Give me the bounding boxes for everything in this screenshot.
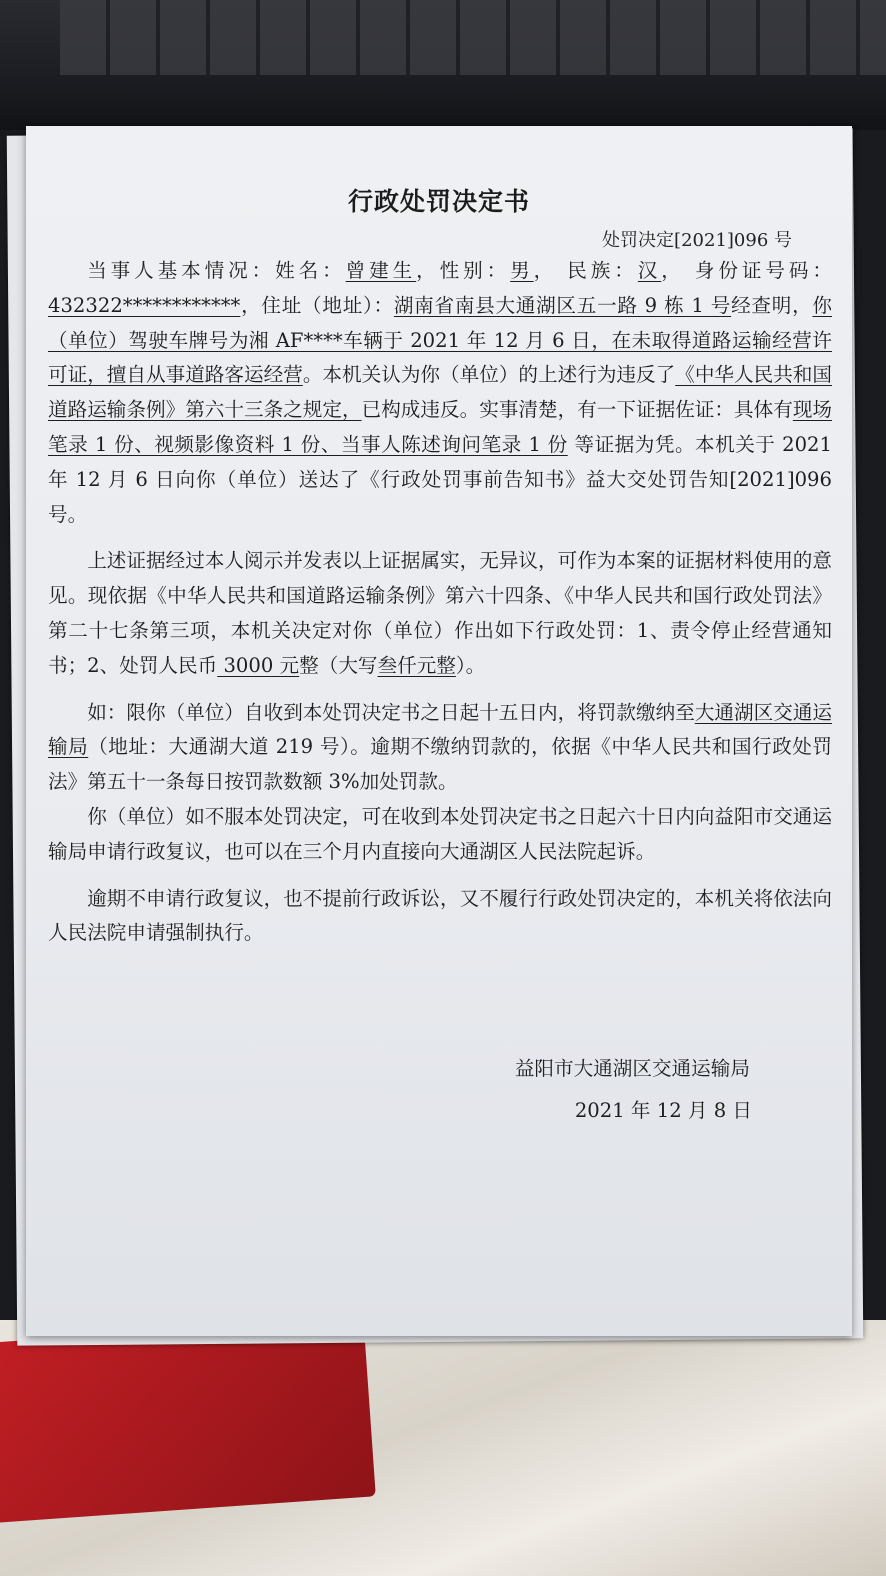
fine-amount-words: 叁仟元整 — [377, 653, 456, 677]
text: ，性别： — [416, 259, 511, 282]
issue-date: 2021 年 12 月 8 日 — [574, 1099, 752, 1122]
fine-amount: 3000 元 — [217, 653, 300, 677]
document-title: 行政处罚决定书 — [347, 187, 530, 216]
violated-regulation: 《中华人民共和国道路运输条例》第六十三条之规定， — [48, 363, 833, 422]
payee: 大通湖区交通运输局 — [48, 700, 833, 759]
paragraph-payment — [48, 696, 832, 800]
party-ethnicity: 汉 — [637, 259, 662, 282]
party-address: 湖南省南县大通湖区五一路 9 栋 1 号 — [393, 293, 732, 317]
text: 如：限你（单位）自收到本处罚决定书之日起十五日内，将罚款缴纳至 — [87, 700, 695, 724]
text: （地址：大通湖大道 219 号）。逾期不缴纳罚款的，依据《中华人民共和国行政处罚法》第五十一条每日按罚款数额 3%加处罚款。 — [48, 735, 832, 794]
laptop-background — [0, 0, 886, 130]
signature-block — [515, 1051, 752, 1129]
text: 已构成违反。实事清楚，有一下证据佐证：具体有 — [361, 398, 793, 422]
text: 。本机关认为你（单位）的上述行为违反了 — [302, 363, 676, 387]
issuing-authority: 益阳市大通湖区交通运输局 — [514, 1057, 750, 1080]
paragraph-enforcement: 逾期不申请行政复议，也不提前行政诉讼，又不履行行政处罚决定的，本机关将依法向人民法院申请强制执行。 — [48, 886, 832, 945]
text: 经查明， — [731, 293, 813, 317]
keyboard — [60, 0, 886, 75]
party-id-number: 432322************ — [48, 293, 241, 317]
document-number: 处罚决定[2021]096 号 — [602, 230, 792, 251]
text: ， 身份证号码： — [661, 259, 833, 282]
text: ，住址（地址）： — [240, 293, 394, 317]
red-cloth — [0, 1317, 376, 1524]
text: 等证据为凭。本机关于 2021 年 12 月 6 日向你（单位）送达了《行政处罚事前告知书》益大交处罚告知[2021]096 号。 — [48, 432, 832, 526]
party-name: 曾建生 — [345, 259, 417, 282]
document-page — [26, 126, 852, 1336]
violation-facts: 你（单位）驾驶车牌号为湘 AF****车辆于 2021 年 12 月 6 日，在未取得道路运输经营许可证，擅自从事道路客运经营 — [48, 293, 832, 387]
evidence-list: 现场笔录 1 份、视频影像资料 1 份、当事人陈述询问笔录 1 份 — [48, 398, 833, 456]
text: 上述证据经过本人阅示并发表以上证据属实，无异议，可作为本案的证据材料使用的意见。现依据《中华人民共和国道路运输条例》第六十四条、《中华人民共和国行政处罚法》第二十七条第三项，本机关决定对你（单位）作出如下行政处罚：1、责令停止经营通知书；2、处罚人民币 — [48, 549, 832, 677]
text: ， 民族： — [533, 259, 638, 282]
text: 当事人基本情况：姓名： — [87, 259, 346, 282]
document-body — [48, 254, 832, 951]
paragraph-decision — [48, 544, 832, 683]
party-gender: 男 — [510, 259, 534, 282]
paragraph-facts — [48, 254, 832, 532]
paragraph-appeal: 你（单位）如不服本处罚决定，可在收到本处罚决定书之日起六十日内向益阳市交通运输局申请行政复议，也可以在三个月内直接向大通湖区人民法院起诉。 — [48, 804, 832, 863]
text: ）。 — [455, 653, 486, 677]
text: 整（大写 — [299, 653, 378, 677]
